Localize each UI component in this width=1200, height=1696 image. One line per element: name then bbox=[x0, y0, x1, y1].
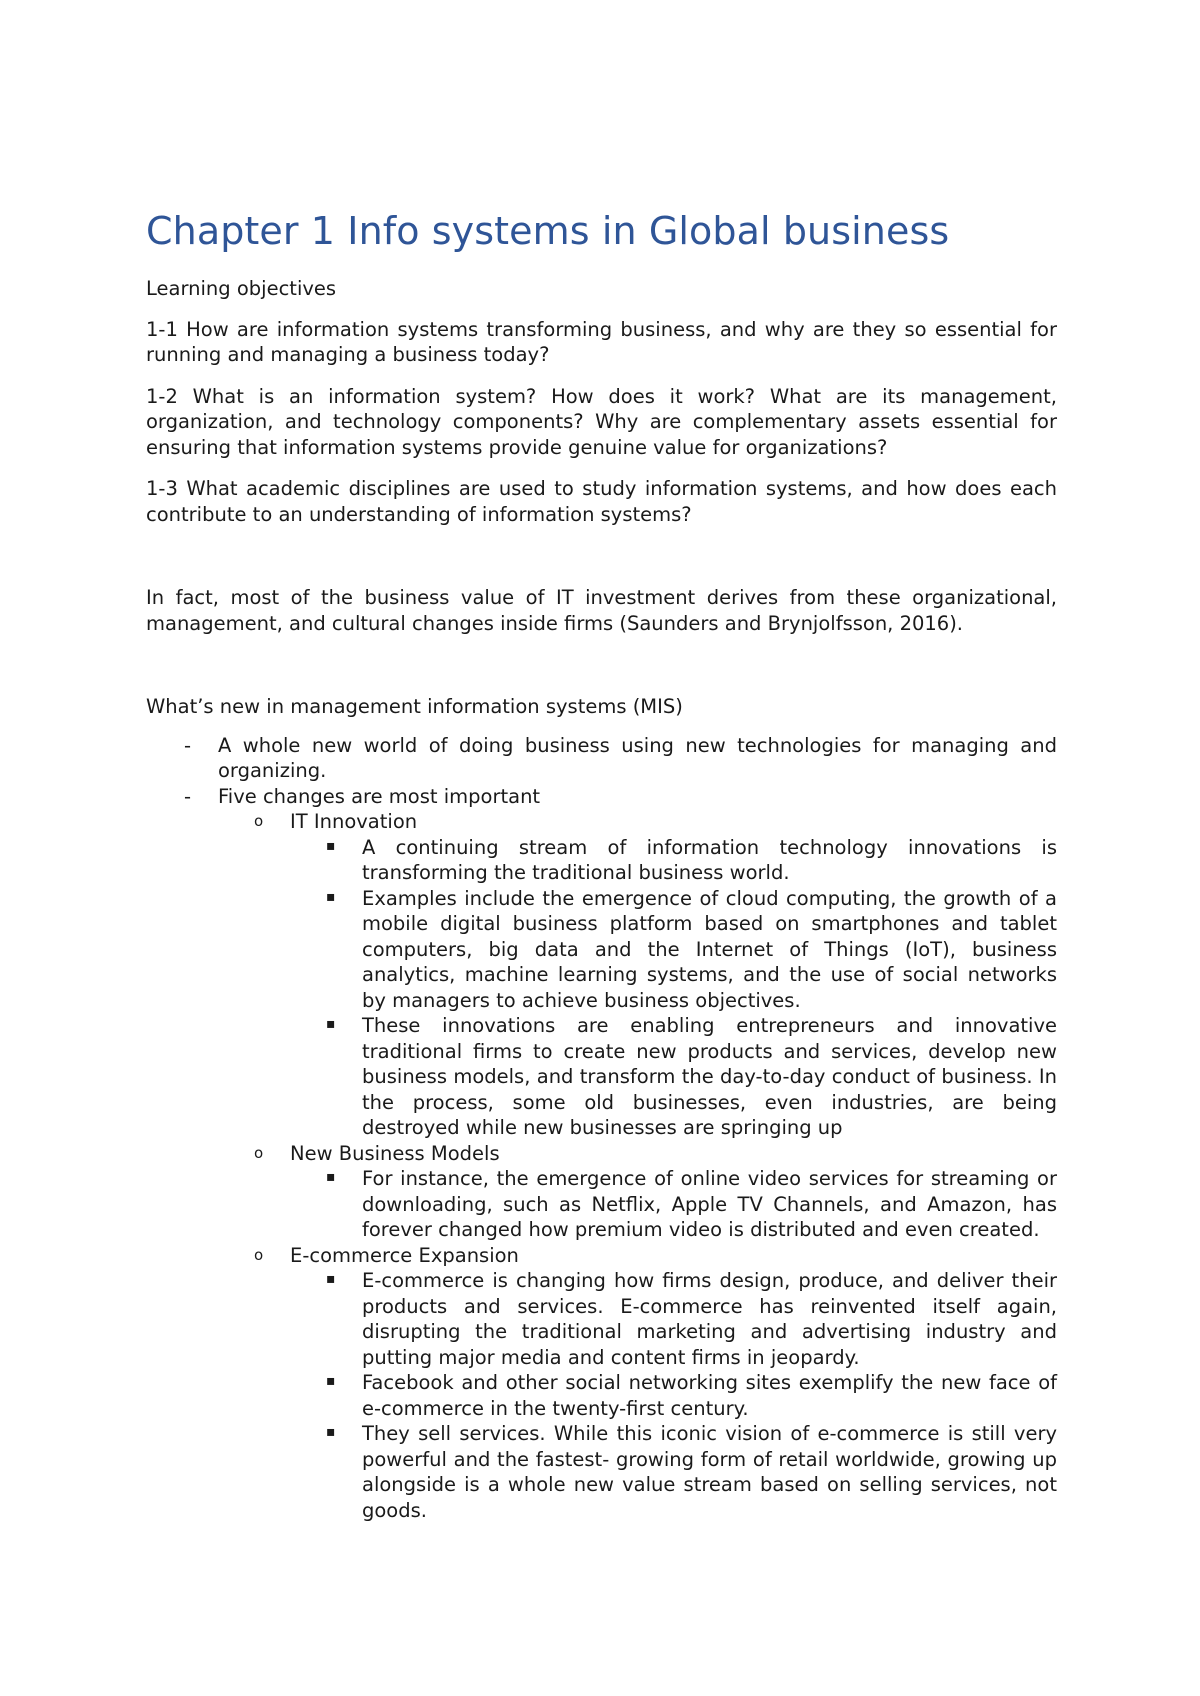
circle-bullet: o bbox=[254, 1245, 264, 1264]
point-text: These innovations are enabling entrepreneurs and innovative traditional firms to create new products and services, develop new business models, and transform the day-to-day conduct of business. In the process, some old businesses, even industries, are being destroyed while new businesses are springing up bbox=[362, 1014, 1057, 1139]
learning-objectives-heading: Learning objectives bbox=[146, 277, 337, 300]
change-item-it-innovation bbox=[218, 809, 1057, 1141]
point-text: Facebook and other social networking sites exemplify the new face of e-commerce in the twenty-first century. bbox=[362, 1371, 1057, 1420]
square-bullet: ▪ bbox=[326, 1424, 336, 1440]
fact-paragraph: In fact, most of the business value of IT investment derives from these organizational, management, and cultural changes inside firms (Saunders and Brynjolfsson, 2016). bbox=[146, 586, 1057, 635]
list-item bbox=[290, 1370, 1057, 1421]
changes-sublist bbox=[218, 809, 1057, 1523]
chapter-title: Chapter 1 Info systems in Global business bbox=[146, 209, 950, 253]
point-text: For instance, the emergence of online video services for streaming or downloading, such as Netflix, Apple TV Channels, and Amazon, has forever changed how premium video is distributed and even created. bbox=[362, 1167, 1057, 1241]
change-points bbox=[290, 1166, 1057, 1243]
list-item bbox=[290, 1013, 1057, 1141]
list-item bbox=[290, 886, 1057, 1014]
square-bullet: ▪ bbox=[326, 1271, 336, 1287]
list-item-text: Five changes are most important bbox=[218, 784, 541, 808]
point-text: They sell services. While this iconic vision of e-commerce is still very powerful and the fastest- growing form of retail worldwide, growing up alongside is a whole new value stream based on selling services, not goods. bbox=[362, 1422, 1057, 1522]
point-text: Examples include the emergence of cloud computing, the growth of a mobile digital business platform based on smartphones and tablet computers, big data and the Internet of Things (IoT), business analytics, machine learning systems, and the use of social networks by managers to achieve business objectives. bbox=[362, 886, 1057, 1012]
changes-list bbox=[146, 733, 1057, 1524]
whats-new-heading: What’s new in management information systems (MIS) bbox=[146, 695, 683, 718]
objective-1-3: 1-3 What academic disciplines are used to study information systems, and how does each contribute to an understanding of information systems? bbox=[146, 477, 1057, 526]
square-bullet: ▪ bbox=[326, 1016, 336, 1032]
circle-bullet: o bbox=[254, 1143, 264, 1162]
list-item bbox=[290, 835, 1057, 886]
list-item bbox=[290, 1421, 1057, 1523]
square-bullet: ▪ bbox=[326, 837, 336, 854]
dash-bullet: - bbox=[184, 733, 192, 757]
list-item bbox=[146, 784, 1057, 1524]
square-bullet: ▪ bbox=[326, 888, 336, 905]
objective-1-1: 1-1 How are information systems transforming business, and why are they so essential for running and managing a business today? bbox=[146, 317, 1057, 366]
document-body bbox=[146, 204, 1057, 1523]
point-text: A continuing stream of information technology innovations is transforming the traditional business world. bbox=[362, 835, 1057, 884]
list-item bbox=[146, 733, 1057, 784]
square-bullet: ▪ bbox=[326, 1169, 336, 1185]
list-item-text: A whole new world of doing business using new technologies for managing and organizing. bbox=[218, 733, 1057, 782]
dash-bullet: - bbox=[184, 784, 192, 808]
square-bullet: ▪ bbox=[326, 1373, 336, 1389]
point-text: E-commerce is changing how firms design, produce, and deliver their products and services. E-commerce has reinvented itself again, disrupting the traditional marketing and advertising industry and putting major media and content firms in jeopardy. bbox=[362, 1269, 1057, 1369]
objective-1-2: 1-2 What is an information system? How does it work? What are its management, organization, and technology components? Why are complementary assets essential for ensuring that information systems provide genuine value for organizations? bbox=[146, 384, 1057, 459]
change-label: IT Innovation bbox=[290, 810, 418, 833]
change-item-new-business-models bbox=[218, 1141, 1057, 1243]
change-label: New Business Models bbox=[290, 1141, 500, 1165]
blank-line bbox=[146, 652, 1057, 694]
blank-line bbox=[146, 543, 1057, 585]
change-label: E-commerce Expansion bbox=[290, 1243, 519, 1267]
list-item bbox=[290, 1166, 1057, 1243]
change-points bbox=[290, 1268, 1057, 1523]
circle-bullet: o bbox=[254, 812, 264, 830]
change-item-ecommerce-expansion bbox=[218, 1243, 1057, 1524]
list-item bbox=[290, 1268, 1057, 1370]
change-points bbox=[290, 835, 1057, 1141]
